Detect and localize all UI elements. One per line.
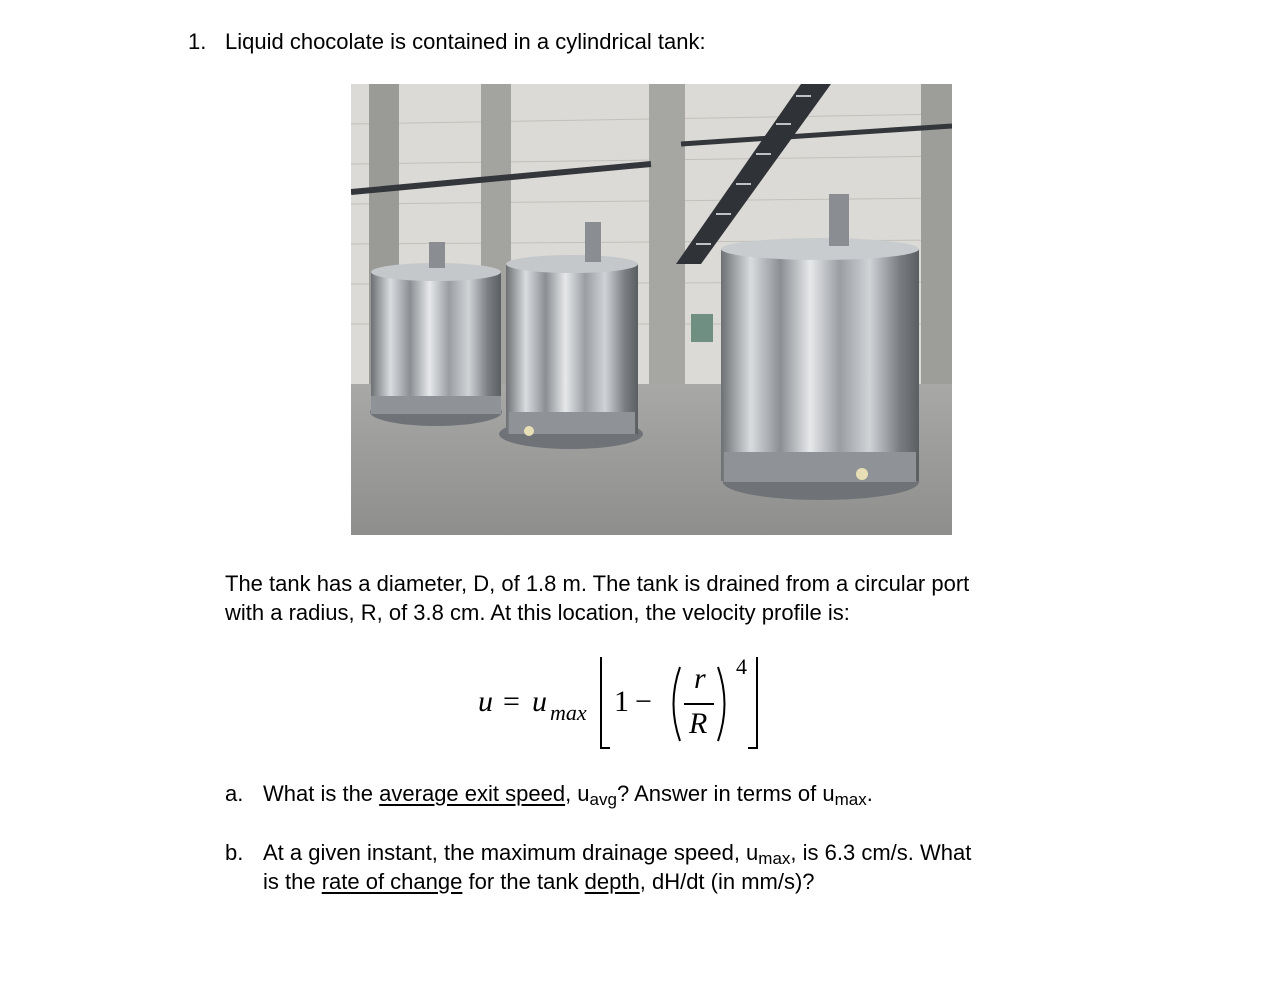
- eq-minus: −: [635, 685, 652, 718]
- part-a-label: a.: [225, 781, 244, 806]
- tanks-photo: [351, 84, 952, 535]
- eq-equals: =: [503, 685, 520, 718]
- eq-sub-max: max: [550, 700, 587, 725]
- part-a-t3: ? Answer in terms of u: [616, 781, 835, 806]
- eq-one: 1: [614, 685, 629, 718]
- right-paren: [716, 665, 732, 743]
- eq-u: u: [532, 685, 547, 718]
- velocity-equation: [470, 650, 800, 760]
- part-b-t1: At a given instant, the maximum drainage speed, u: [263, 840, 759, 865]
- part-a-sub-avg: avg: [589, 790, 617, 809]
- eq-denominator-R: R: [689, 707, 708, 740]
- part-a-t1: What is the: [263, 781, 380, 806]
- question-number: 1.: [188, 29, 207, 54]
- part-a-t4: .: [866, 781, 873, 806]
- fraction-bar: [684, 703, 714, 705]
- right-floor-bracket: [746, 655, 760, 751]
- part-a-text: [263, 780, 873, 808]
- part-b-line-2: [263, 868, 815, 896]
- question-intro: Liquid chocolate is contained in a cylindrical tank:: [225, 29, 706, 54]
- part-a-t2: , u: [565, 781, 590, 806]
- part-b-t4: for the tank: [462, 869, 585, 894]
- part-b-t3: is the: [263, 869, 322, 894]
- part-b-t2: , is 6.3 cm/s. What: [790, 840, 972, 865]
- paragraph-line-2: with a radius, R, of 3.8 cm. At this location, the velocity profile is:: [225, 600, 850, 625]
- part-a-sub-max: max: [834, 790, 867, 809]
- eq-exponent: 4: [736, 654, 747, 679]
- eq-lhs-u: u: [478, 685, 493, 718]
- part-b-underline-rate-of-change: rate of change: [321, 869, 463, 894]
- part-b-line-1: [263, 839, 971, 867]
- part-a-underline-average-exit-speed: average exit speed: [379, 781, 566, 806]
- left-paren: [666, 665, 682, 743]
- part-b-t5: , dH/dt (in mm/s)?: [639, 869, 815, 894]
- part-b-underline-depth: depth: [584, 869, 640, 894]
- left-floor-bracket: [598, 655, 612, 751]
- paragraph-line-1: The tank has a diameter, D, of 1.8 m. The tank is drained from a circular port: [225, 571, 970, 596]
- eq-numerator-r: r: [694, 662, 706, 695]
- part-b-sub-max: max: [758, 849, 791, 868]
- part-b-label: b.: [225, 840, 244, 865]
